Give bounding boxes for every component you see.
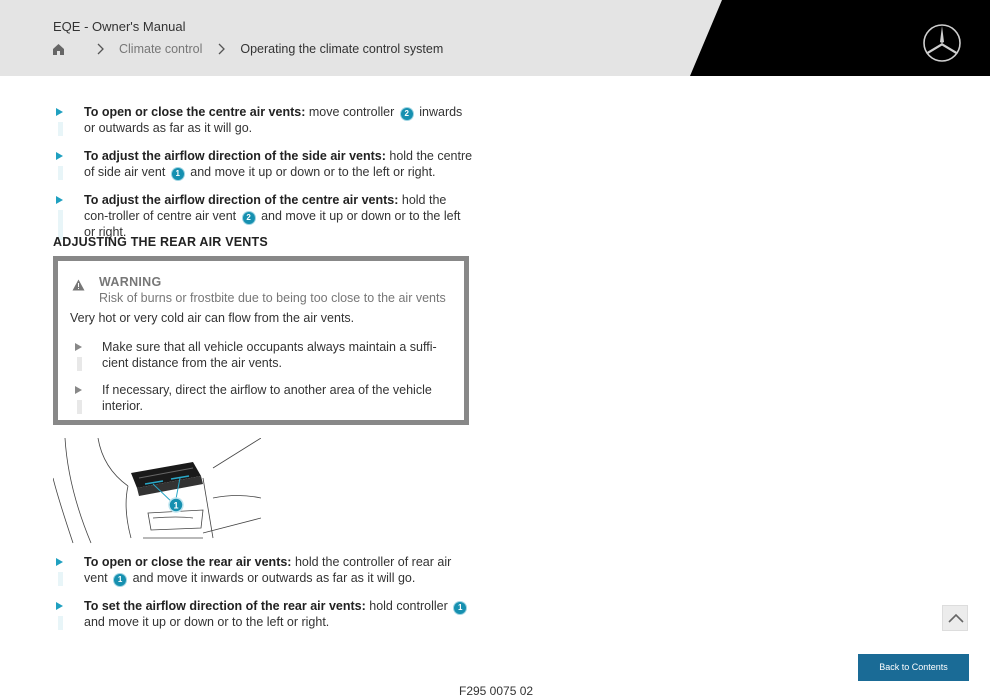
- warning-triangle-icon: [72, 279, 85, 291]
- scroll-to-top-button[interactable]: [942, 605, 968, 631]
- breadcrumb: [52, 42, 443, 56]
- step-arrow-icon: [56, 108, 63, 116]
- steps-top: [53, 104, 473, 240]
- step-side-vents: To adjust the airflow direction of the side air vents: hold the centre of side air vent 1 and move it up or down or to the left or right.: [53, 148, 473, 180]
- callout-number: 2: [401, 108, 413, 120]
- step-arrow-icon: [56, 152, 63, 160]
- step-arrow-icon: [75, 343, 82, 351]
- steps-bottom: [53, 554, 473, 630]
- callout-number: 1: [454, 602, 466, 614]
- mercedes-star-logo[interactable]: [922, 23, 962, 63]
- warning-label: WARNING: [99, 275, 162, 289]
- manual-title: EQE - Owner's Manual: [53, 19, 186, 34]
- warning-step: If necessary, direct the airflow to another area of the vehicle interior.: [72, 382, 442, 414]
- rear-air-vent-illustration: [53, 438, 261, 544]
- breadcrumb-item-climate-control[interactable]: Climate control: [119, 42, 203, 56]
- warning-box: [53, 256, 469, 425]
- warning-risk: Risk of burns or frostbite due to being too close to the air vents: [99, 291, 446, 305]
- step-bold: To adjust the airflow direction of the centre air vents:: [84, 193, 399, 207]
- callout-number: 1: [172, 168, 184, 180]
- step-bold: To adjust the airflow direction of the side air vents:: [84, 149, 386, 163]
- figure-reference: F295 0075 02: [459, 684, 534, 698]
- callout-number: 1: [114, 574, 126, 586]
- step-centre-vents: To adjust the airflow direction of the centre air vents: hold the con-troller of centre air vent 2 and move it up or down or to the left or right.: [53, 192, 473, 240]
- section-title: ADJUSTING THE REAR AIR VENTS: [53, 235, 268, 249]
- step-open-rear-vents: To open or close the rear air vents: hold the controller of rear air vent 1 and move it inwards or outwards as far as it will go.: [53, 554, 473, 586]
- step-bold: To open or close the centre air vents:: [84, 105, 306, 119]
- home-icon[interactable]: [52, 43, 65, 56]
- chevron-right-icon: [94, 43, 106, 55]
- chevron-up-icon: [943, 606, 969, 632]
- callout-number: 2: [243, 212, 255, 224]
- step-arrow-icon: [56, 558, 63, 566]
- chevron-right-icon: [215, 43, 227, 55]
- step-arrow-icon: [56, 602, 63, 610]
- step-open-centre-vents: To open or close the centre air vents: move controller 2 inwards or outwards as far as it will go.: [53, 104, 473, 136]
- step-rear-vents-direction: To set the airflow direction of the rear air vents: hold controller 1 and move it up or down or to the left or right.: [53, 598, 473, 630]
- step-arrow-icon: [75, 386, 82, 394]
- warning-step: Make sure that all vehicle occupants always maintain a suffi-cient distance from the air vents.: [72, 339, 442, 371]
- step-bold: To open or close the rear air vents:: [84, 555, 292, 569]
- step-bold: To set the airflow direction of the rear air vents:: [84, 599, 366, 613]
- figure-callout: 1: [173, 500, 179, 511]
- warning-text: Very hot or very cold air can flow from the air vents.: [70, 311, 355, 325]
- breadcrumb-item-current: Operating the climate control system: [240, 42, 444, 56]
- page-header: [0, 0, 990, 76]
- step-arrow-icon: [56, 196, 63, 204]
- back-to-contents-button[interactable]: Back to Contents: [858, 654, 969, 681]
